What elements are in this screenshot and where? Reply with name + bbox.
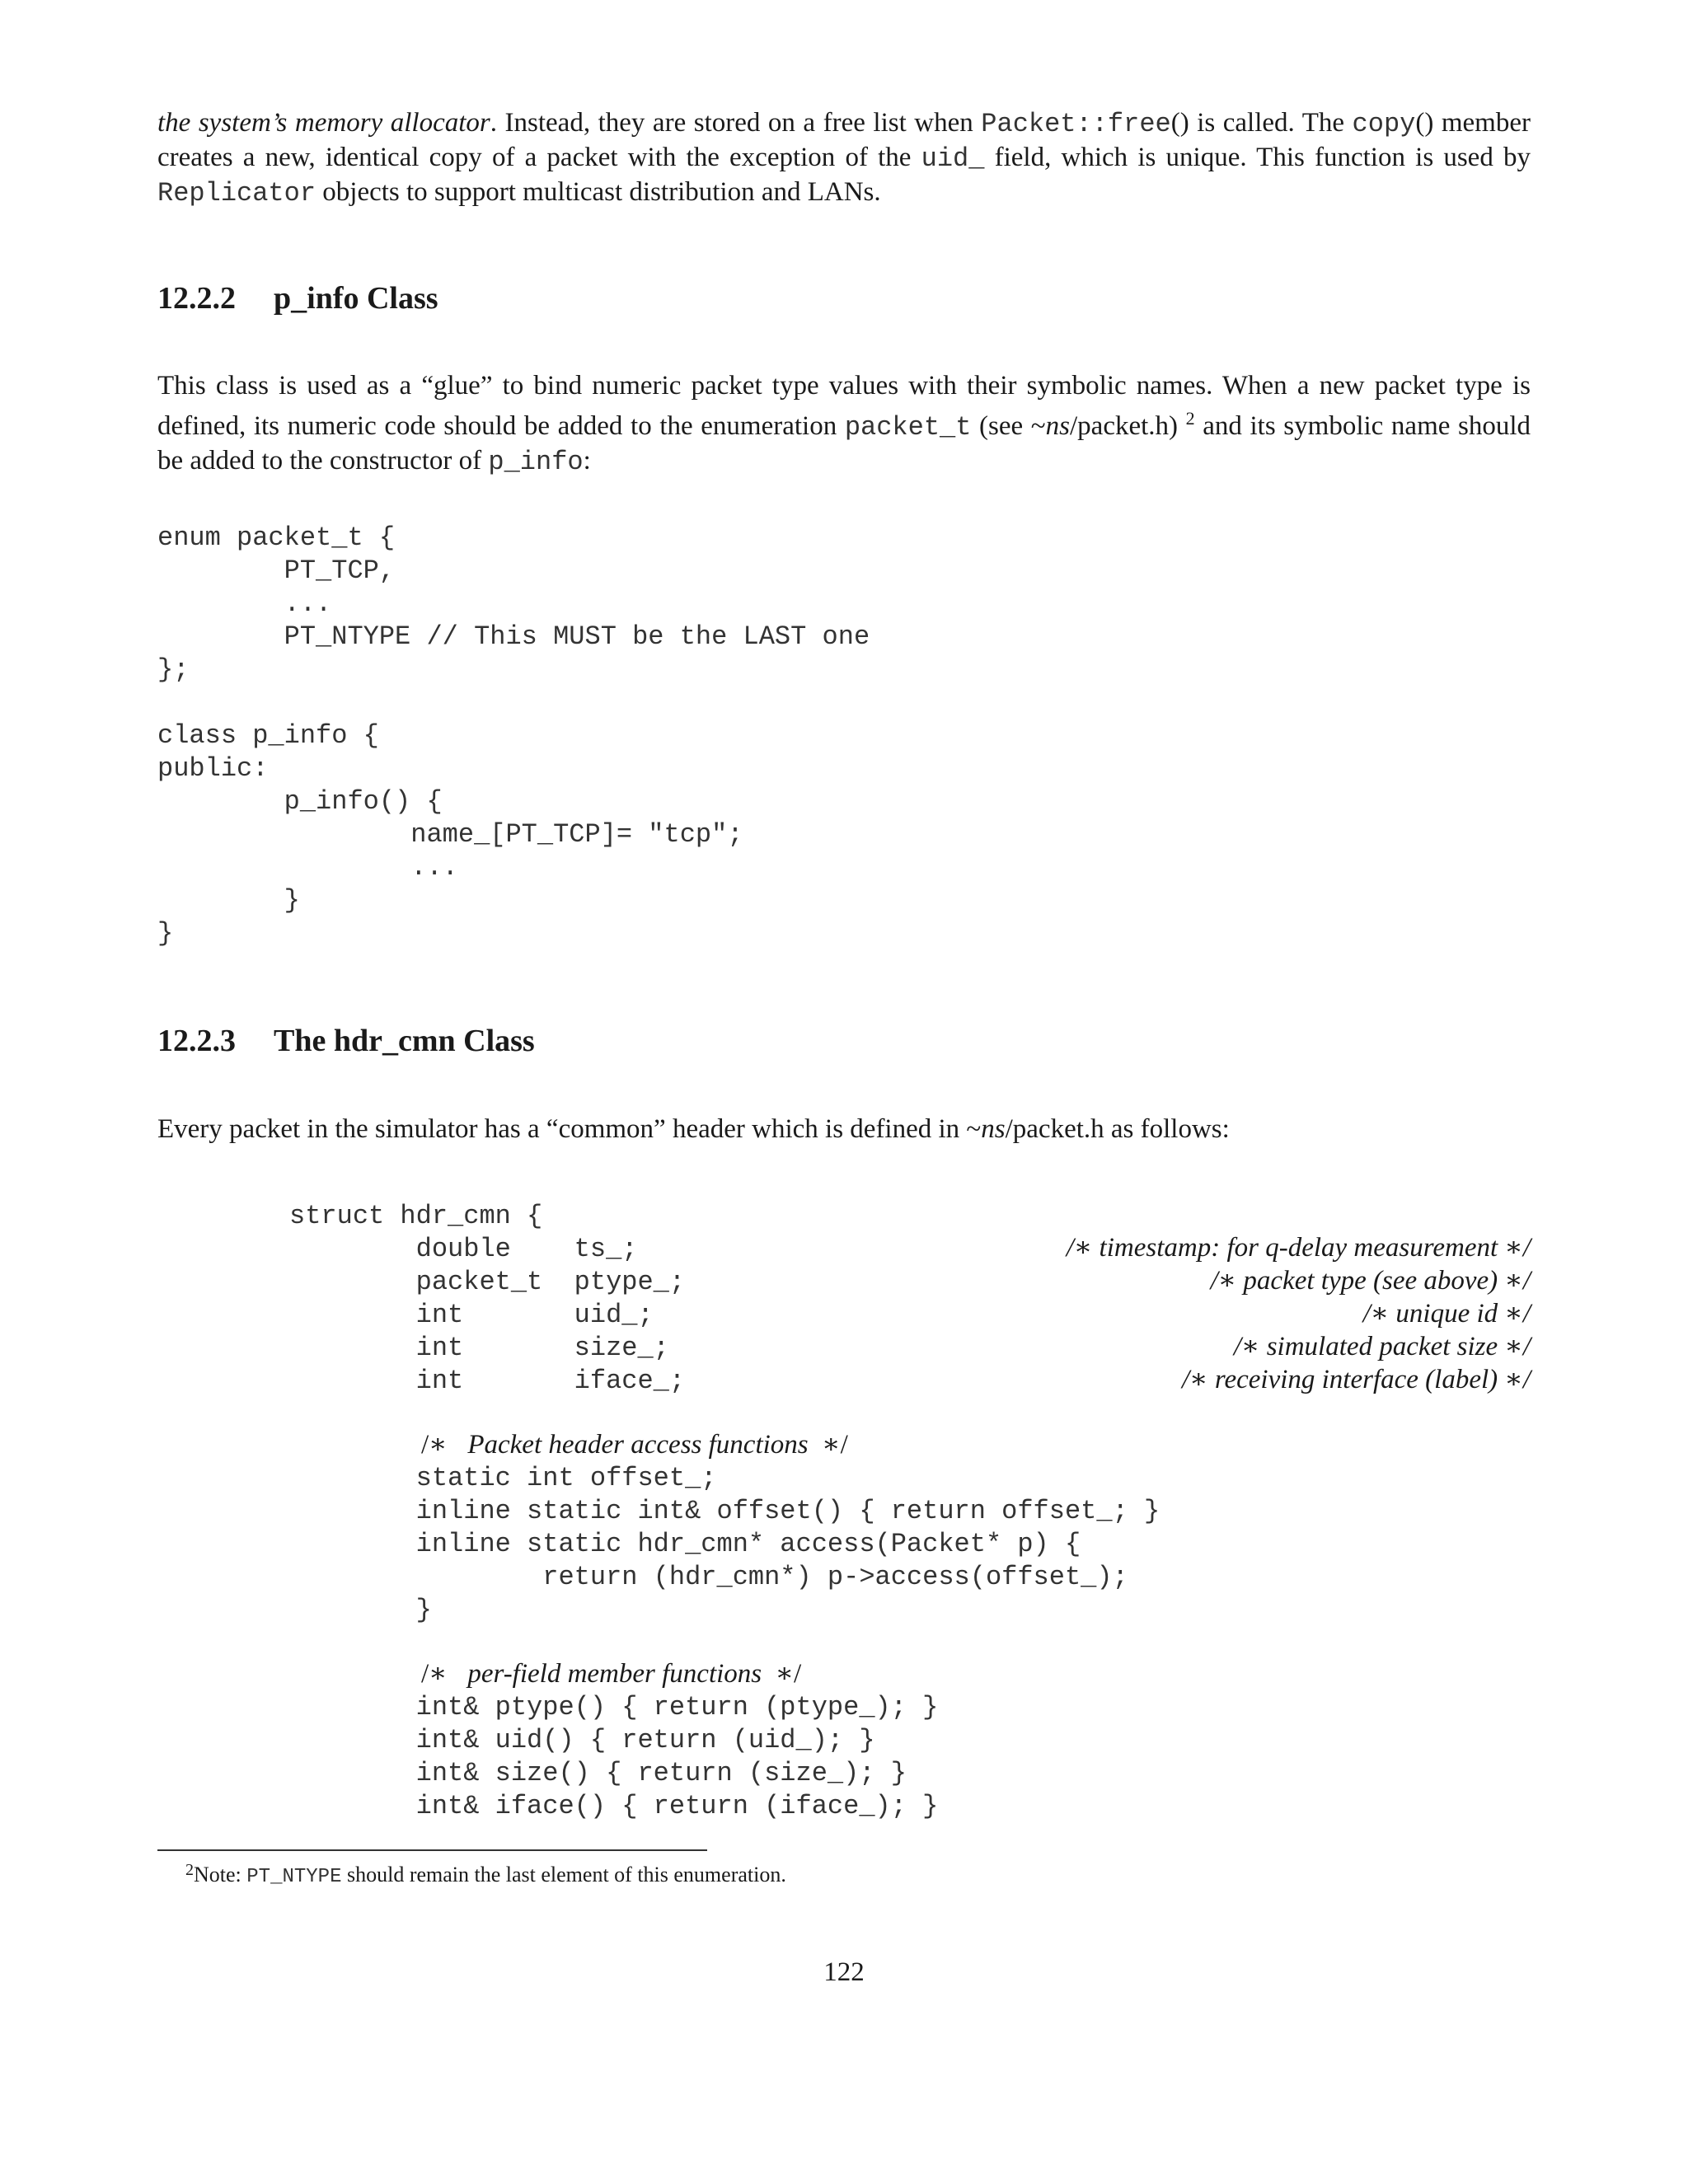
comment-text: per-field member functions <box>467 1659 762 1689</box>
p-info-text: /packet.h) <box>1070 411 1186 441</box>
code-line: ... <box>157 852 458 883</box>
code-line: class p_info { <box>157 720 379 751</box>
intro-italic-text: the system’s memory allocator <box>157 108 490 138</box>
code-line: return (hdr_cmn*) p->access(offset_); <box>289 1562 1128 1592</box>
code-block-struct-fields <box>289 1233 685 1398</box>
footnote-text: Note: <box>194 1863 247 1886</box>
comment-delimiter: /∗ <box>421 1430 448 1460</box>
p-info-paragraph <box>157 369 1531 479</box>
section-heading-p-info <box>157 280 438 316</box>
p-info-text: (see ~ <box>971 411 1046 441</box>
p-info-text: : <box>583 446 591 476</box>
field-comment: /∗ unique id ∗/ <box>1362 1299 1531 1329</box>
code-line: ... <box>157 588 332 619</box>
footnote <box>185 1856 786 1891</box>
code-line: enum packet_t { <box>157 523 396 553</box>
code-line: public: <box>157 753 269 784</box>
section-title: The hdr_cmn Class <box>274 1024 535 1058</box>
inline-code-uid: uid_ <box>921 143 985 174</box>
code-line: int& ptype() { return (ptype_); } <box>289 1692 939 1722</box>
footnote-mark: 2 <box>185 1861 194 1879</box>
p-info-italic: ns <box>1045 411 1070 441</box>
code-line: packet_t ptype_; <box>289 1267 686 1297</box>
intro-text: () member creates a new, identical copy of a packet with the exception of the <box>157 108 1531 172</box>
comment-delimiter: ∗/ <box>775 1659 802 1689</box>
code-line: int iface_; <box>289 1366 686 1396</box>
p-info-text: and its symbolic name should be added to the constructor of <box>157 411 1531 476</box>
comment-delimiter: ∗/ <box>822 1430 848 1460</box>
field-comment: /∗ packet type (see above) ∗/ <box>1210 1266 1531 1296</box>
intro-text: . Instead, they are stored on a free list when <box>490 108 982 138</box>
code-line: } <box>157 885 300 916</box>
section-number: 12.2.2 <box>157 281 236 316</box>
intro-text: field, which is unique. This function is used by <box>984 143 1531 172</box>
inline-code-copy: copy <box>1352 109 1416 139</box>
code-line: inline static int& offset() { return offset_; } <box>289 1496 1160 1526</box>
inline-code-replicator: Replicator <box>157 178 316 209</box>
code-line: } <box>157 918 174 949</box>
hdr-cmn-italic: ns <box>981 1114 1006 1144</box>
code-line: inline static hdr_cmn* access(Packet* p) { <box>289 1529 1081 1559</box>
code-line: }; <box>157 654 190 685</box>
code-block-member-functions <box>289 1691 938 1823</box>
footnote-rule <box>157 1849 707 1851</box>
code-line <box>157 687 870 719</box>
footnote-code: PT_NTYPE <box>246 1866 342 1888</box>
comment-access-functions <box>421 1428 848 1461</box>
footnote-marker: 2 <box>1185 408 1195 429</box>
code-line: double ts_; <box>289 1234 638 1264</box>
field-comment: /∗ simulated packet size ∗/ <box>1233 1332 1531 1361</box>
code-line: struct hdr_cmn { <box>289 1201 543 1231</box>
p-info-text: This class is used as a “glue” to bind numeric packet type values with their symbolic names. When a new packet type is defined, its numeric code should be added to the enumeration <box>157 371 1531 441</box>
section-number: 12.2.3 <box>157 1024 236 1058</box>
hdr-cmn-text: Every packet in the simulator has a “common” header which is defined in ~ <box>157 1114 982 1144</box>
hdr-cmn-text: /packet.h as follows: <box>1005 1114 1230 1144</box>
intro-paragraph <box>157 106 1531 210</box>
section-title: p_info Class <box>274 281 438 316</box>
code-block-p-info <box>157 522 870 950</box>
comment-member-functions <box>421 1657 801 1690</box>
comment-text: Packet header access functions <box>467 1430 809 1460</box>
page-number: 122 <box>823 1957 865 1987</box>
code-line: name_[PT_TCP]= "tcp"; <box>157 819 743 850</box>
inline-code-packet-t: packet_t <box>844 412 972 443</box>
code-line: PT_TCP, <box>157 555 396 586</box>
field-comment: /∗ timestamp: for q-delay measurement ∗/ <box>1066 1233 1531 1263</box>
code-line: int& iface() { return (iface_); } <box>289 1791 939 1821</box>
code-line: int& size() { return (size_); } <box>289 1758 907 1788</box>
code-line: int uid_; <box>289 1300 654 1330</box>
code-line: int size_; <box>289 1333 669 1363</box>
code-line: p_info() { <box>157 786 443 817</box>
inline-code-p-info: p_info <box>488 447 584 477</box>
code-line: PT_NTYPE // This MUST be the LAST one <box>157 621 870 652</box>
inline-code-packet-free: Packet::free <box>981 109 1171 139</box>
intro-text: objects to support multicast distribution and LANs. <box>316 177 881 207</box>
comment-delimiter: /∗ <box>421 1659 448 1689</box>
footnote-text: should remain the last element of this enumeration. <box>341 1863 786 1886</box>
hdr-cmn-paragraph <box>157 1113 1531 1146</box>
code-line: static int offset_; <box>289 1463 717 1493</box>
field-comment: /∗ receiving interface (label) ∗/ <box>1182 1365 1531 1394</box>
code-line: int& uid() { return (uid_); } <box>289 1725 875 1755</box>
code-block-access-functions <box>289 1462 1160 1627</box>
code-line: } <box>289 1595 432 1625</box>
section-heading-hdr-cmn <box>157 1023 535 1059</box>
intro-text: () is called. The <box>1170 108 1353 138</box>
code-line-struct-open <box>289 1200 542 1233</box>
